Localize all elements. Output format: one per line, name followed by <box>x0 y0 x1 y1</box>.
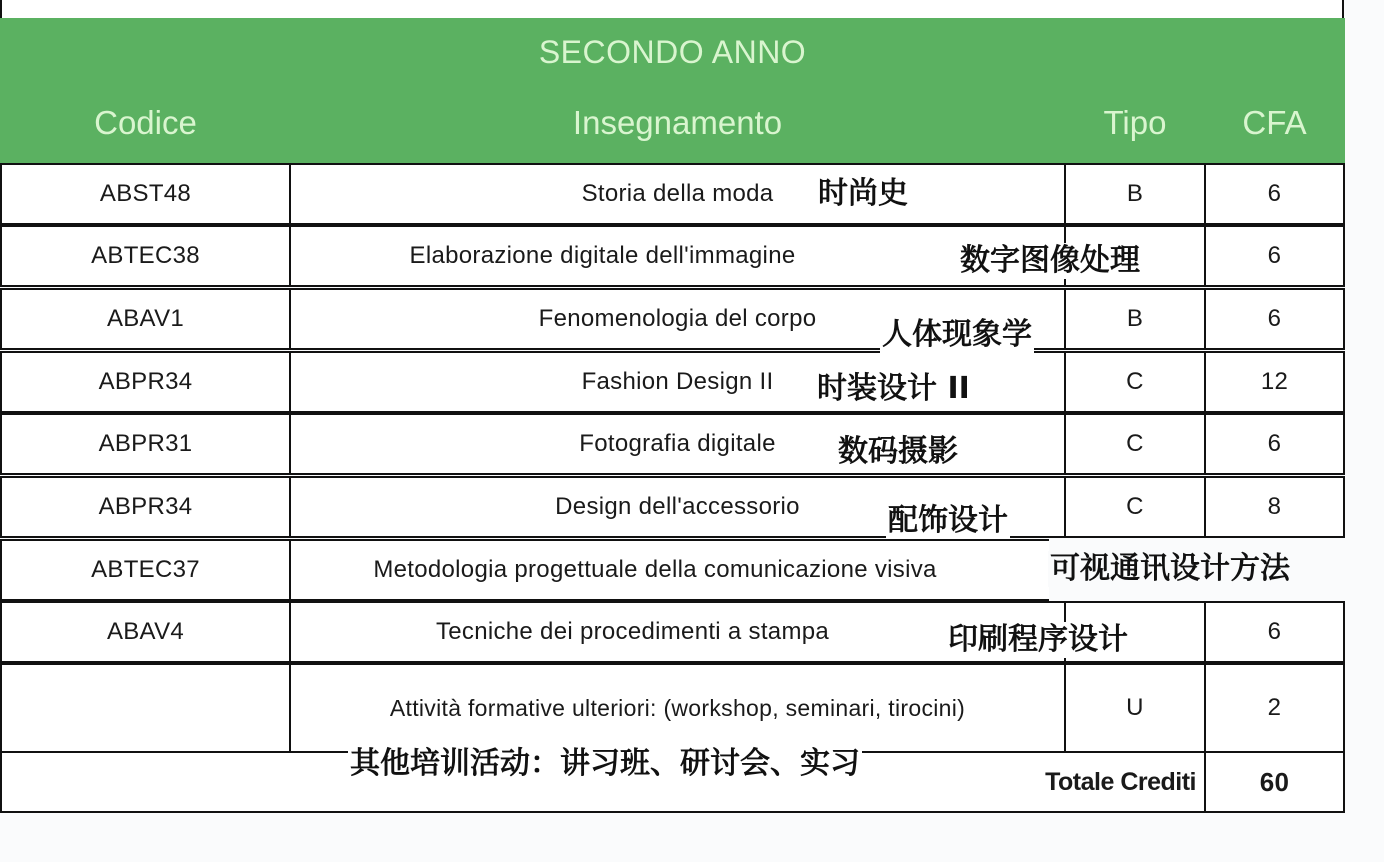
table-row <box>0 476 1345 538</box>
column-header-tipo: Tipo <box>1103 104 1167 141</box>
table-row <box>0 663 1345 753</box>
cfa-cell: 6 <box>1204 163 1345 225</box>
code-cell: ABPR31 <box>0 413 291 475</box>
type-cell: B <box>1064 288 1206 350</box>
cfa-cell: 6 <box>1204 413 1345 475</box>
column-header-codice: Codice <box>94 104 197 141</box>
course-cell: Attività formative ulteriori: (workshop, seminari, tirocini) <box>289 663 1066 753</box>
annotation-zh: 印刷程序设计 <box>948 622 1128 657</box>
annotation-zh: 人体现象学 <box>882 317 1032 352</box>
annotation-zh: 可视通讯设计方法 <box>1050 551 1290 586</box>
type-cell: C <box>1064 476 1206 538</box>
table-row <box>0 601 1345 663</box>
code-cell: ABTEC38 <box>0 225 291 287</box>
course-cell: Fashion Design II <box>289 351 1066 413</box>
annotation-zh: 其他培训活动：讲习班、研讨会、实习 <box>350 746 860 781</box>
course-cell: Fotografia digitale <box>289 413 1066 475</box>
table-row <box>0 413 1345 475</box>
course-cell: Storia della moda <box>289 163 1066 225</box>
annotation-zh: 数字图像处理 <box>960 243 1140 278</box>
code-cell: ABAV1 <box>0 288 291 350</box>
table-row <box>0 225 1345 287</box>
table-row <box>0 163 1345 225</box>
code-cell: ABST48 <box>0 163 291 225</box>
cfa-cell: 12 <box>1204 351 1345 413</box>
code-cell: ABPR34 <box>0 351 291 413</box>
cfa-cell: 6 <box>1204 601 1345 663</box>
table-row <box>0 351 1345 413</box>
table-row <box>0 288 1345 350</box>
course-cell: Fenomenologia del corpo <box>289 288 1066 350</box>
annotation-zh: 数码摄影 <box>838 434 958 469</box>
cfa-cell: 6 <box>1204 288 1345 350</box>
total-label: Totale Crediti <box>0 751 1206 813</box>
type-cell: U <box>1064 663 1206 753</box>
column-header-insegnamento: Insegnamento <box>572 104 783 141</box>
course-cell: Metodologia progettuale della comunicazione visiva <box>289 539 1049 601</box>
code-cell: ABAV4 <box>0 601 291 663</box>
type-cell: C <box>1064 413 1206 475</box>
annotation-zh: 时装设计 II <box>817 371 970 406</box>
code-cell <box>0 663 291 753</box>
type-cell: C <box>1064 351 1206 413</box>
table-header <box>0 18 1345 163</box>
table-top-edge <box>0 0 1344 18</box>
annotation-zh: 配饰设计 <box>888 503 1008 538</box>
cfa-cell: 2 <box>1204 663 1345 753</box>
column-header-cfa: CFA <box>1242 104 1307 141</box>
cfa-cell: 6 <box>1204 225 1345 287</box>
type-cell: B <box>1064 163 1206 225</box>
code-cell: ABTEC37 <box>0 539 291 601</box>
annotation-zh: 时尚史 <box>818 176 908 211</box>
course-cell: Design dell'accessorio <box>289 476 1066 538</box>
total-value: 60 <box>1204 751 1345 813</box>
course-cell: Elaborazione digitale dell'immagine <box>289 225 1066 287</box>
course-cell: Tecniche dei procedimenti a stampa <box>289 601 1066 663</box>
table-title: SECONDO ANNO <box>538 34 807 70</box>
cfa-cell: 8 <box>1204 476 1345 538</box>
code-cell: ABPR34 <box>0 476 291 538</box>
